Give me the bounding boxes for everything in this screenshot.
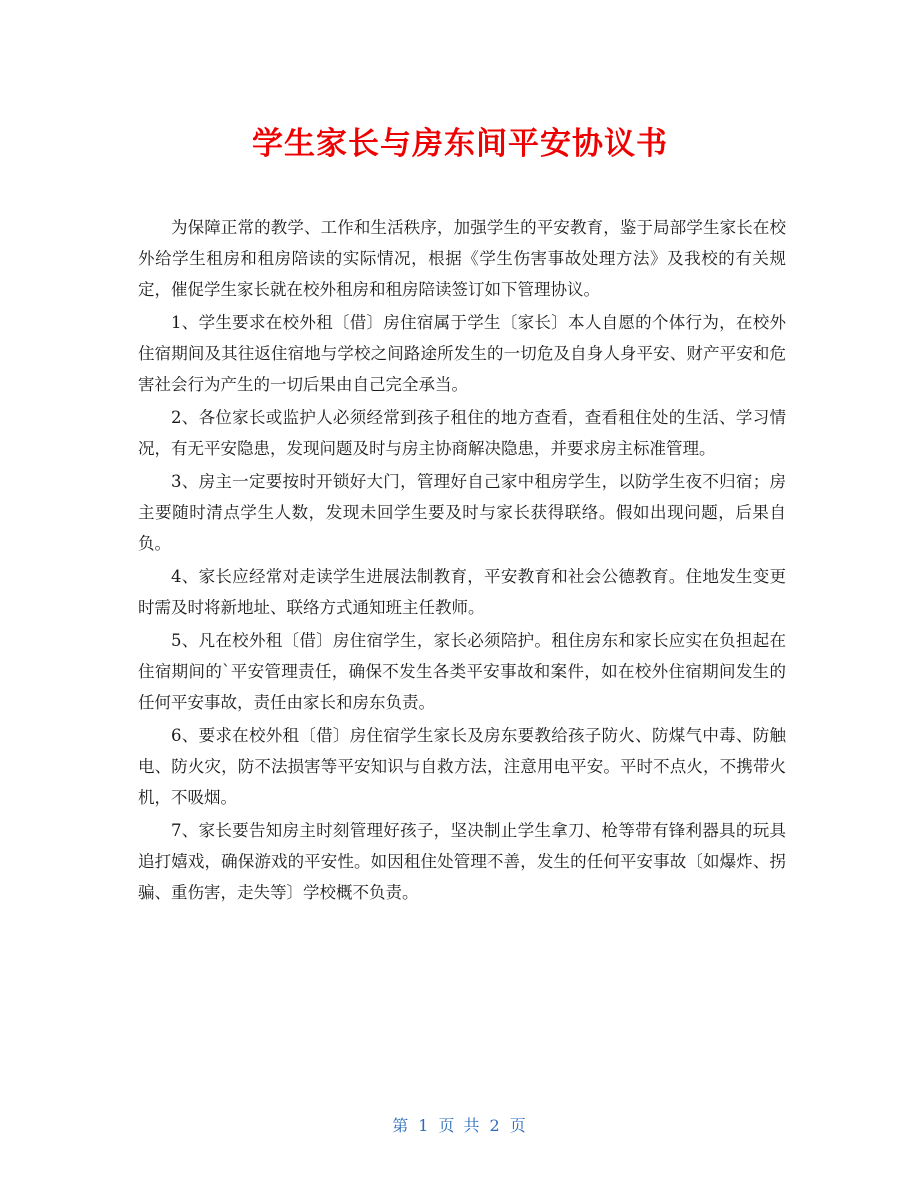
clause-5-paragraph: 5、凡在校外租〔借〕房住宿学生，家长必须陪护。租住房东和家长应实在负担起在住宿期间的`平安管理责任，确保不发生各类平安事故和案件，如在校外住宿期间发生的任何平安事故，责任由家长和房东负责。	[138, 631, 786, 712]
document-body	[138, 212, 786, 910]
page-number-footer	[0, 1113, 920, 1136]
current-page-number: 1	[418, 1116, 431, 1135]
page-title: 学生家长与房东间平安协议书	[252, 126, 668, 162]
clause-6-paragraph: 6、要求在校外租〔借〕房住宿学生家长及房东要教给孩子防火、防煤气中毒、防触电、防火灾，防不法损害等平安知识与自救方法，注意用电平安。平时不点火，不携带火机，不吸烟。	[138, 726, 786, 807]
page-label-prefix: 第	[392, 1116, 411, 1135]
page-label-middle: 页 共	[438, 1116, 482, 1135]
intro-paragraph: 为保障正常的教学、工作和生活秩序，加强学生的平安教育，鉴于局部学生家长在校外给学生租房和租房陪读的实际情况，根据《学生伤害事故处理方法》及我校的有关规定，催促学生家长就在校外租房和租房陪读签订如下管理协议。	[138, 218, 786, 299]
clause-2-paragraph: 2、各位家长或监护人必须经常到孩子租住的地方查看，查看租住处的生活、学习情况，有无平安隐患，发现问题及时与房主协商解决隐患，并要求房主标准管理。	[138, 408, 786, 458]
clause-4-paragraph: 4、家长应经常对走读学生进展法制教育，平安教育和社会公德教育。住地发生变更时需及时将新地址、联络方式通知班主任教师。	[138, 567, 786, 617]
clause-3-paragraph: 3、房主一定要按时开锁好大门，管理好自己家中租房学生，以防学生夜不归宿；房主要随时清点学生人数，发现未回学生要及时与家长获得联络。假如出现问题，后果自负。	[138, 472, 786, 553]
clause-1-paragraph: 1、学生要求在校外租〔借〕房住宿属于学生〔家长〕本人自愿的个体行为，在校外住宿期间及其往返住宿地与学校之间路途所发生的一切危及自身人身平安、财产平安和危害社会行为产生的一切后果由自己完全承当。	[138, 313, 786, 394]
clause-7-paragraph: 7、家长要告知房主时刻管理好孩子，坚决制止学生拿刀、枪等带有锋利器具的玩具追打嬉戏，确保游戏的平安性。如因租住处管理不善，发生的任何平安事故〔如爆炸、拐骗、重伤害，走失等〕学校概不负责。	[138, 821, 786, 902]
page-label-suffix: 页	[509, 1116, 528, 1135]
total-pages-number: 2	[489, 1116, 502, 1135]
